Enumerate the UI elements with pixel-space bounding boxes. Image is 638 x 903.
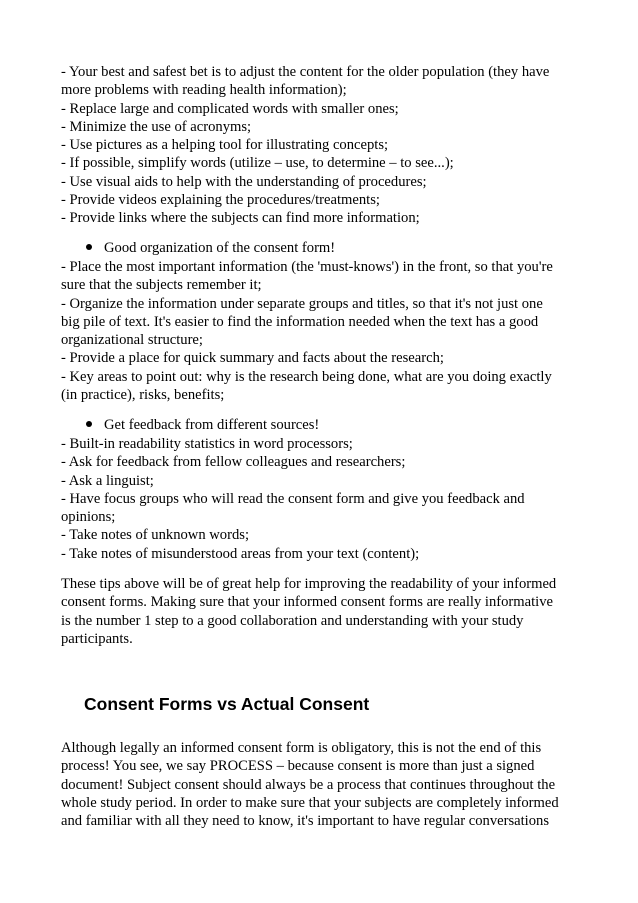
text-line: Although legally an informed consent form is obligatory, this is not the end of this [61, 740, 542, 756]
text-line: - Ask a linguist; [61, 472, 154, 489]
text-line: - Your best and safest bet is to adjust the content for the older population (they have [61, 64, 550, 80]
section-heading: Consent Forms vs Actual Consent [84, 694, 370, 714]
text-line: and familiar with all they need to know, it's important to have regular conversations [61, 813, 550, 830]
text-line: - Minimize the use of acronyms; [61, 118, 252, 135]
bullet-text: Get feedback from different sources! [104, 417, 320, 433]
text-line: process! You see, we say PROCESS – because consent is more than just a signed [61, 758, 535, 775]
text-line: - Provide a place for quick summary and facts about the research; [61, 350, 444, 367]
text-line: - Organize the information under separate groups and titles, so that it's not just one [61, 295, 543, 312]
bullet-icon [86, 421, 92, 427]
organization-tips-list [61, 258, 581, 404]
consent-paragraph [61, 739, 581, 830]
text-line: - Provide links where the subjects can find more information; [61, 210, 420, 227]
text-line: - Use pictures as a helping tool for illustrating concepts; [61, 137, 389, 154]
text-line: sure that the subjects remember it; [61, 277, 262, 294]
text-line: These tips above will be of great help for improving the readability of your informed [61, 576, 557, 592]
text-line: big pile of text. It's easier to find the information needed when the text has a good [61, 313, 539, 330]
text-line: - Ask for feedback from fellow colleagues and researchers; [61, 454, 406, 471]
bullet-feedback [86, 416, 319, 434]
readability-tips-list [61, 63, 581, 228]
text-line: - If possible, simplify words (utilize – use, to determine – to see...); [61, 155, 454, 172]
text-line: - Key areas to point out: why is the research being done, what are you doing exactly [61, 368, 552, 385]
text-line: more problems with reading health information); [61, 82, 347, 99]
text-line: (in practice), risks, benefits; [61, 387, 225, 404]
text-line: organizational structure; [61, 332, 203, 349]
bullet-text: Good organization of the consent form! [104, 240, 336, 256]
text-line: consent forms. Making sure that your informed consent forms are really informative [61, 594, 553, 611]
text-line: whole study period. In order to make sure that your subjects are completely informed [61, 794, 559, 811]
bullet-organization [86, 239, 335, 257]
text-line: - Have focus groups who will read the consent form and give you feedback and [61, 490, 525, 507]
text-line: - Replace large and complicated words with smaller ones; [61, 100, 399, 117]
text-line: - Take notes of misunderstood areas from your text (content); [61, 545, 420, 562]
bullet-icon [86, 244, 92, 250]
text-line: - Place the most important information (the 'must-knows') in the front, so that you're [61, 259, 553, 275]
text-line: participants. [61, 630, 133, 647]
text-line: document! Subject consent should always be a process that continues throughout the [61, 776, 556, 793]
feedback-tips-list [61, 435, 581, 563]
text-line: - Use visual aids to help with the understanding of procedures; [61, 173, 427, 190]
text-line: - Built-in readability statistics in word processors; [61, 436, 353, 452]
summary-paragraph [61, 575, 581, 648]
text-line: is the number 1 step to a good collaboration and understanding with your study [61, 612, 524, 629]
text-line: - Provide videos explaining the procedures/treatments; [61, 192, 380, 209]
text-line: - Take notes of unknown words; [61, 527, 249, 544]
text-line: opinions; [61, 509, 116, 526]
